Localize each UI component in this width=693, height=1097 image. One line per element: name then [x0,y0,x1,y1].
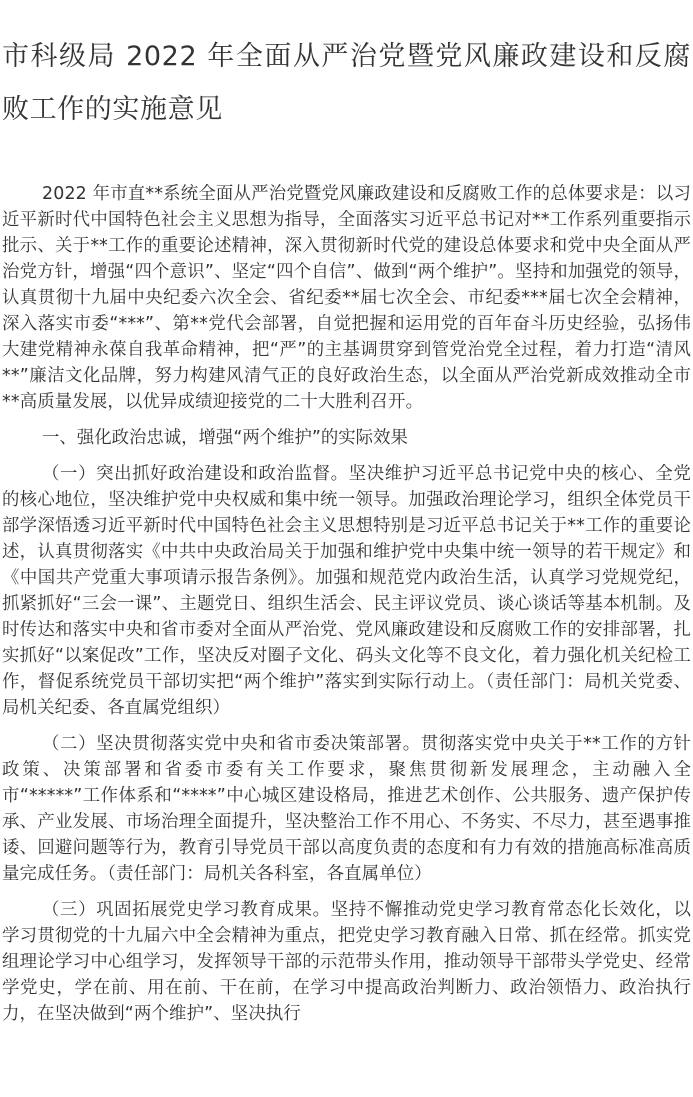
document-body [2,181,691,1027]
section-heading: 一、强化政治忠诚，增强“两个维护”的实际效果 [42,428,408,448]
item-paragraph-3: （三）巩固拓展党史学习教育成果。坚持不懈推动党史学习教育常态化长效化，以学习贯彻党的十九届六中全会精神为重点，把党史学习教育融入日常、抓在经常。抓实党组理论学习中心组学习，发挥领导干部的示范带头作用，推动领导干部带头学党史、经常学党史，学在前、用在前、干在前，在学习中提高政治判断力、政治领悟力、政治执行力，在坚决做到“两个维护”、坚决执行 [2,900,691,1024]
item-paragraph-2: （二）坚决贯彻落实党中央和省市委决策部署。贯彻落实党中央关于**工作的方针政策、决策部署和省委市委有关工作要求，聚焦贯彻新发展理念，主动融入全市“*****”工作体系和“****”中心城区建设格局，推进艺术创作、公共服务、遗产保护传承、产业发展、市场治理全面提升，坚决整治工作不用心、不务实、不尽力，甚至遇事推诿、回避问题等行为，教育引导党员干部以高度负责的态度和有力有效的措施高标准高质量完成任务。（责任部门：局机关各科室，各直属单位） [2,734,691,884]
document-title: 市科级局 2022 年全面从严治党暨党风廉政建设和反腐败工作的实施意见 [2,41,691,125]
intro-paragraph: 2022 年市直**系统全面从严治党暨党风廉政建设和反腐败工作的总体要求是：以习近平新时代中国特色社会主义思想为指导，全面落实习近平总书记对**工作系列重要指示批示、关于**工作的重要论述精神，深入贯彻新时代党的建设总体要求和党中央全面从严治党方针，增强“四个意识”、坚定“四个自信”、做到“两个维护”。坚持和加强党的领导，认真贯彻十九届中央纪委六次全会、省纪委**届七次全会、市纪委***届七次全会精神，深入落实市委“***”、第**党代会部署，自觉把握和运用党的百年奋斗历史经验，弘扬伟大建党精神永葆自我革命精神，把“严”的主基调贯穿到管党治党全过程，着力打造“清风**”廉洁文化品牌，努力构建风清气正的良好政治生态，以全面从严治党新成效推动全市**高质量发展，以优异成绩迎接党的二十大胜利召开。 [2,184,691,412]
item-paragraph-1: （一）突出抓好政治建设和政治监督。坚决维护习近平总书记党中央的核心、全党的核心地位，坚决维护党中央权威和集中统一领导。加强政治理论学习，组织全体党员干部学深悟透习近平新时代中国特色社会主义思想特别是习近平总书记关于**工作的重要论述，认真贯彻落实《中共中央政治局关于加强和维护党中央集中统一领导的若干规定》和《中国共产党重大事项请示报告条例》。加强和规范党内政治生活，认真学习党规党纪，抓紧抓好“三会一课”、主题党日、组织生活会、民主评议党员、谈心谈话等基本机制。及时传达和落实中央和省市委对全面从严治党、党风廉政建设和反腐败工作的安排部署，扎实抓好“以案促改”工作，坚决反对圈子文化、码头文化等不良文化，着力强化机关纪检工作，督促系统党员干部切实把“两个维护”落实到实际行动上。（责任部门：局机关党委、局机关纪委、各直属党组织） [2,464,691,718]
